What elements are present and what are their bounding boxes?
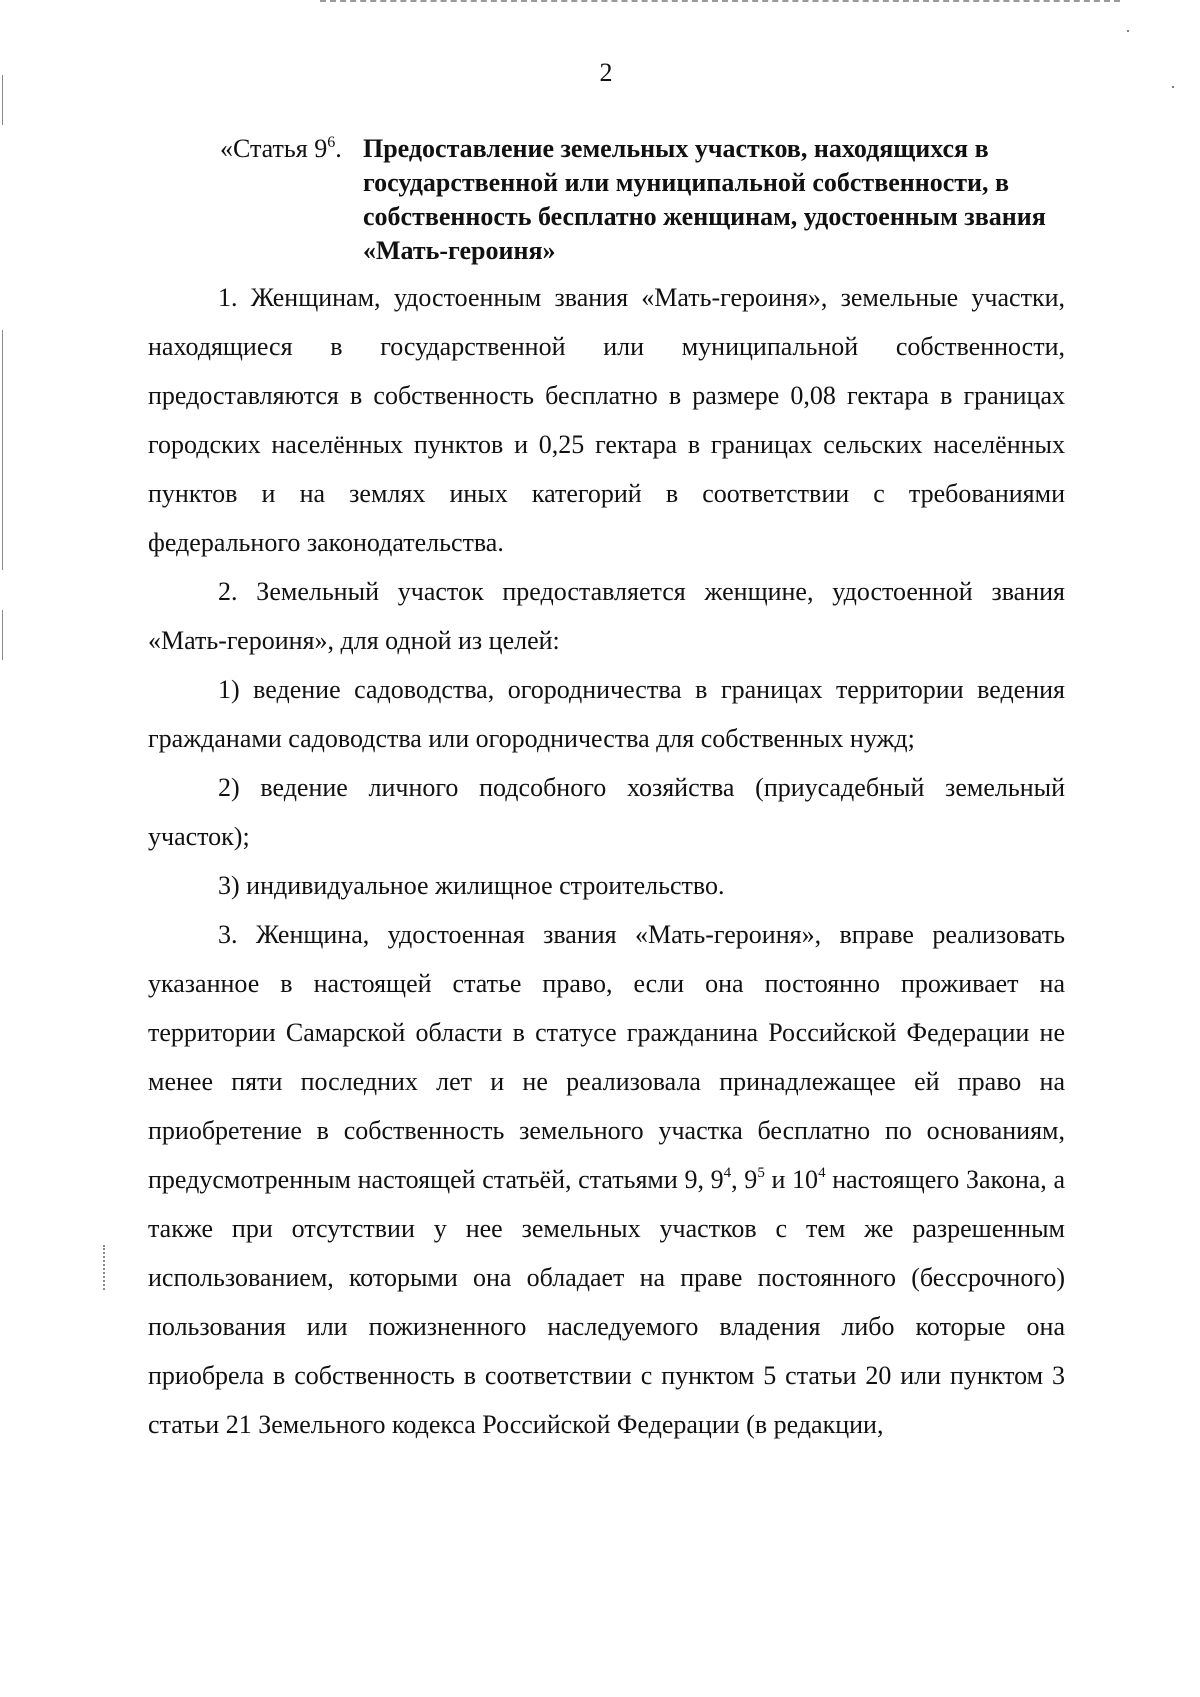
list-item-1: 1) ведение садоводства, огородничества в границах территории ведения гражданами садоводства или огородничества для собственных нужд; <box>148 675 1065 753</box>
list-item-2: 2) ведение личного подсобного хозяйства (приусадебный земельный участок); <box>148 773 1065 851</box>
list-item-3: 3) индивидуальное жилищное строительство. <box>218 871 725 900</box>
article-label: «Статья $9^6$. <box>220 134 342 163</box>
article-body <box>148 273 1065 1449</box>
scan-dotted-mark <box>103 1245 107 1290</box>
scan-margin-mark <box>2 610 3 660</box>
article-title: Предоставление земельных участков, находящихся в государственной или муниципальной собственности, в собственность бесплатно женщинам, удостоенным звания «Мать-героиня» <box>363 134 1046 265</box>
scan-speck <box>1127 30 1129 32</box>
scan-top-edge <box>320 0 1120 5</box>
page-number: 2 <box>599 58 613 87</box>
paragraph-2: 2. Земельный участок предоставляется женщине, удостоенной звания «Мать-героиня», для одной из целей: <box>148 577 1065 655</box>
paragraph-1: 1. Женщинам, удостоенным звания «Мать-героиня», земельные участки, находящиеся в государственной или муниципальной собственности, предоставляются в собственность бесплатно в размере 0,08 гектара в границах городских населённых пунктов и 0,25 гектара в границах сельских населённых пунктов и на землях иных категорий в соответствии с требованиями федерального законодательства. <box>148 283 1065 557</box>
paragraph-3: 3. Женщина, удостоенная звания «Мать-героиня», вправе реализовать указанное в настоящей статье право, если она постоянно проживает на территории Самарской области в статусе гражданина Российской Федерации не менее пяти последних лет и не реализовала принадлежащее ей право на приобретение в собственность земельного участка бесплатно по основаниям, предусмотренным настоящей статьёй, статьями 9, $9^4$, $9^5$ и $10^4$ настоящего Закона, а также при отсутствии у нее земельных участков с тем же разрешенным использованием, которыми она обладает на праве постоянного (бессрочного) пользования или пожизненного наследуемого владения либо которые она приобрела в собственность в соответствии с пунктом 5 статьи 20 или пунктом 3 статьи 21 Земельного кодекса Российской Федерации (в редакции, <box>148 920 1065 1439</box>
scan-margin-mark <box>2 330 3 570</box>
